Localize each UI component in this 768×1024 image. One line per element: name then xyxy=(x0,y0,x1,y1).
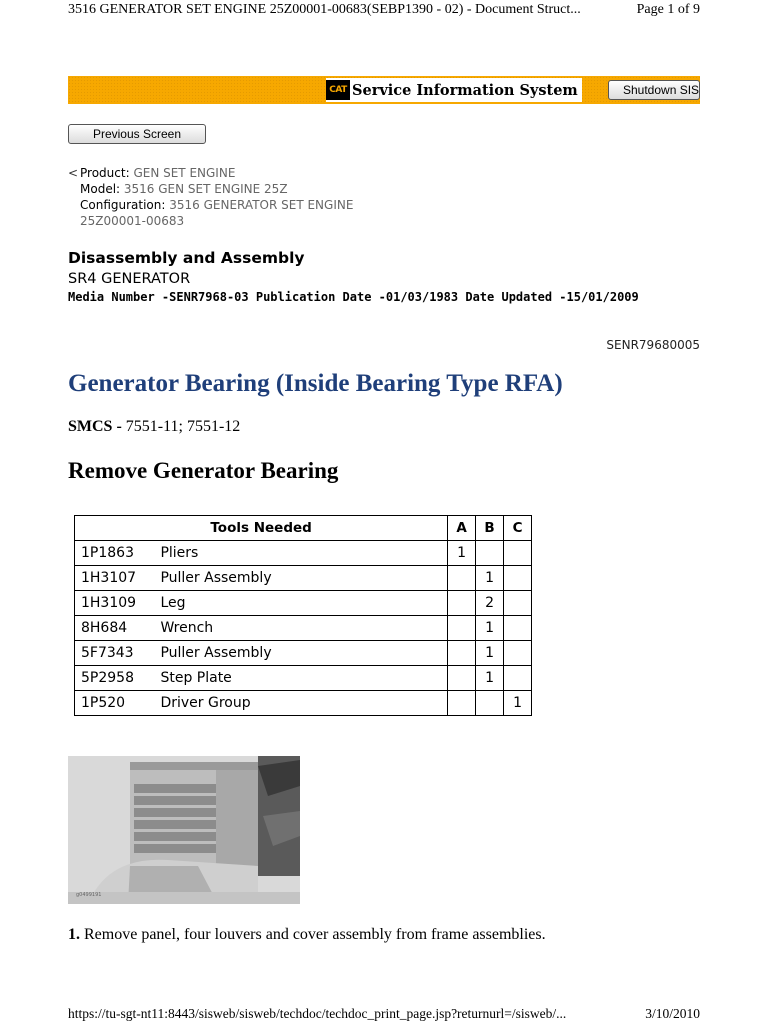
table-row xyxy=(75,566,532,591)
qty-b xyxy=(476,691,504,716)
shutdown-sis-button[interactable]: Shutdown SIS xyxy=(608,80,700,100)
table-row xyxy=(75,641,532,666)
table-row xyxy=(75,541,532,566)
section-subtitle: SR4 GENERATOR xyxy=(68,271,191,287)
sis-title-group xyxy=(326,78,582,102)
qty-c xyxy=(504,541,532,566)
section-title: Disassembly and Assembly xyxy=(68,249,305,267)
part-number: 5F7343 xyxy=(75,641,155,666)
tool-name: Pliers xyxy=(154,541,447,566)
qty-c: 1 xyxy=(504,691,532,716)
qty-c xyxy=(504,666,532,691)
print-footer xyxy=(68,1006,700,1022)
print-footer-url: https://tu-sgt-nt11:8443/sisweb/sisweb/techdoc/techdoc_print_page.jsp?returnurl=/sisweb/... xyxy=(68,1006,567,1021)
model-value: 3516 GEN SET ENGINE 25Z xyxy=(123,182,288,196)
qty-b: 1 xyxy=(476,641,504,666)
part-number: 1H3109 xyxy=(75,591,155,616)
product-value: GEN SET ENGINE xyxy=(133,166,236,180)
tool-name: Leg xyxy=(154,591,447,616)
product-info xyxy=(68,165,408,229)
tool-name: Step Plate xyxy=(154,666,447,691)
cat-logo-icon: CAT xyxy=(326,80,350,100)
print-header-title: 3516 GENERATOR SET ENGINE 25Z00001-00683(SEBP1390 - 02) - Document Struct... xyxy=(68,2,581,17)
configuration-label: Configuration: xyxy=(80,198,166,212)
model-label: Model: xyxy=(80,182,121,196)
procedure-heading: Remove Generator Bearing xyxy=(68,458,339,483)
qty-c xyxy=(504,616,532,641)
part-number: 8H684 xyxy=(75,616,155,641)
part-number: 1P1863 xyxy=(75,541,155,566)
part-number: 1H3107 xyxy=(75,566,155,591)
column-b-header: B xyxy=(476,516,504,541)
step-1 xyxy=(68,926,546,944)
tool-name: Driver Group xyxy=(154,691,447,716)
print-header-page: Page 1 of 9 xyxy=(636,2,700,17)
smcs-label: SMCS - xyxy=(68,418,122,435)
step-number: 1. xyxy=(68,926,80,943)
product-label: Product: xyxy=(80,166,130,180)
table-row xyxy=(75,616,532,641)
generator-illustration xyxy=(68,756,300,904)
step-text: Remove panel, four louvers and cover assembly from frame assemblies. xyxy=(80,926,546,943)
previous-screen-button[interactable]: Previous Screen xyxy=(68,124,206,144)
table-row xyxy=(75,691,532,716)
generator-photo xyxy=(68,756,300,904)
column-a-header: A xyxy=(448,516,476,541)
table-header-row xyxy=(75,516,532,541)
part-number: 1P520 xyxy=(75,691,155,716)
sis-title: Service Information System xyxy=(352,81,578,99)
qty-b: 1 xyxy=(476,616,504,641)
smcs-line xyxy=(68,418,240,436)
qty-a xyxy=(448,591,476,616)
qty-b: 1 xyxy=(476,666,504,691)
configuration-value: 3516 GENERATOR SET ENGINE xyxy=(169,198,354,212)
configuration-serial-range: 25Z00001-00683 xyxy=(80,214,185,228)
qty-c xyxy=(504,591,532,616)
print-header xyxy=(68,2,700,18)
qty-a xyxy=(448,641,476,666)
media-info: Media Number -SENR7968-03 Publication Date -01/03/1983 Date Updated -15/01/2009 xyxy=(68,290,639,304)
tool-name: Puller Assembly xyxy=(154,566,447,591)
tools-needed-header: Tools Needed xyxy=(75,516,448,541)
qty-c xyxy=(504,641,532,666)
chevron-left-icon[interactable]: < xyxy=(68,166,79,180)
tool-name: Puller Assembly xyxy=(154,641,447,666)
print-footer-date: 3/10/2010 xyxy=(645,1006,700,1021)
qty-b: 2 xyxy=(476,591,504,616)
qty-b: 1 xyxy=(476,566,504,591)
qty-a: 1 xyxy=(448,541,476,566)
figure-id: g0499191 xyxy=(76,892,102,898)
qty-a xyxy=(448,566,476,591)
qty-a xyxy=(448,666,476,691)
tools-needed-table xyxy=(74,515,532,716)
qty-c xyxy=(504,566,532,591)
document-id: SENR79680005 xyxy=(606,338,700,352)
qty-a xyxy=(448,616,476,641)
smcs-value: 7551-11; 7551-12 xyxy=(121,418,241,435)
table-row xyxy=(75,591,532,616)
qty-a xyxy=(448,691,476,716)
page-title: Generator Bearing (Inside Bearing Type RFA) xyxy=(68,370,563,397)
qty-b xyxy=(476,541,504,566)
sis-banner xyxy=(68,76,700,104)
part-number: 5P2958 xyxy=(75,666,155,691)
table-row xyxy=(75,666,532,691)
tool-name: Wrench xyxy=(154,616,447,641)
column-c-header: C xyxy=(504,516,532,541)
